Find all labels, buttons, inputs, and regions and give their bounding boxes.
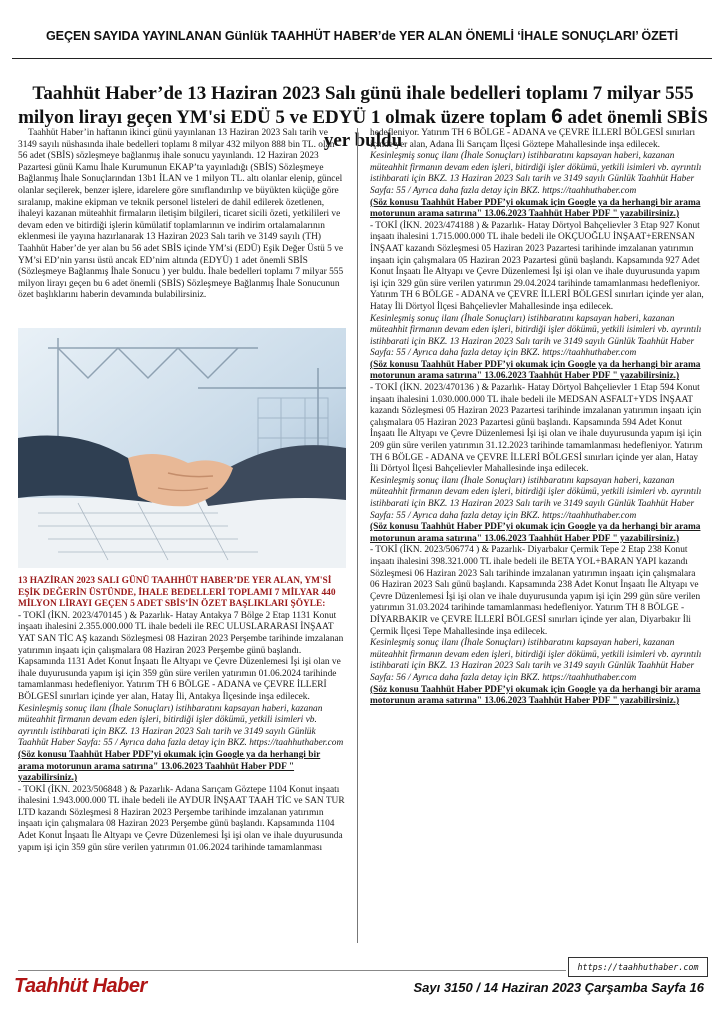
item-4-note: Kesinleşmiş sonuç ilanı (İhale Sonuçları) istihbaratını kapsayan haberi, kazanan müteahhit firmanın devam eden işleri, bitirdiği işler dökümü, yetkili isimleri vb. ayrıntılı istihbarati için BKZ. 13 Haziran 2023 Salı tarih ve 3149 sayılı Günlük Taahhüt Haber Sayfa: 55 / Ayrıca daha fazla detay için BKZ. https://taahhuthaber.com [370, 475, 702, 521]
footer-url-box[interactable]: https://taahhuthaber.com [568, 957, 708, 977]
item-3-cta: (Söz konusu Taahhüt Haber PDF’yi okumak için Google ya da herhangi bir arama motorunun arama satırına" 13.06.2023 Taahhüt Haber PDF " yazabilirsiniz.) [370, 359, 701, 382]
item-1-cta: (Söz konusu Taahhüt Haber PDF’yi okumak için Google ya da herhangi bir arama motorunun arama satırına" 13.06.2023 Taahhüt Haber PDF " yazabilirsiniz.) [18, 749, 321, 784]
item-2-text-b: hedefleniyor. Yatırım TH 6 BÖLGE - ADANA ve ÇEVRE İLLERİ BÖLGESİ sınırları içinde yer alan, Adana İli Sarıçam İlçesi Göztepe Mahallesinde inşa edilecek. [370, 128, 696, 150]
headline-part2: adet önemli SBİS yer buldu [323, 107, 708, 151]
item-5-cta: (Söz konusu Taahhüt Haber PDF’yi okumak için Google ya da herhangi bir arama motorunun arama satırına" 13.06.2023 Taahhüt Haber PDF " yazabilirsiniz.) [370, 684, 701, 707]
footer-rule [18, 970, 566, 971]
item-3-note: Kesinleşmiş sonuç ilanı (İhale Sonuçları) istihbaratını kapsayan haberi, kazanan müteahhit firmanın devam eden işleri, bitirdiği işler dökümü, yetkili isimleri vb. ayrıntılı istihbarati için BKZ. 13 Haziran 2023 Salı tarih ve 3149 sayılı Günlük Taahhüt Haber Sayfa: 55 / Ayrıca daha fazla detay için BKZ. https://taahhuthaber.com [370, 313, 702, 359]
left-column [18, 128, 346, 302]
item-2-note: Kesinleşmiş sonuç ilanı (İhale Sonuçları) istihbaratını kapsayan haberi, kazanan müteahhit firmanın devam eden işleri, bitirdiği işler dökümü, yetkili isimleri vb. ayrıntılı istihbarati için BKZ. 13 Haziran 2023 Salı tarih ve 3149 sayılı Günlük Taahhüt Haber Sayfa: 55 / Ayrıca daha fazla detay için BKZ. https://taahhuthaber.com [370, 151, 702, 196]
intro-paragraph: Taahhüt Haber’in haftanın ikinci günü yayınlanan 13 Haziran 2023 Salı tarih ve 3149 sayılı nüshasında ihale bedelleri toplamı 8 milyar 432 milyon 888 bin TL. olan 56 adet (SBİS) sözleşmeye bağlanmış ihale sonucu yayınlandı. 12 Haziran 2023 Pazartesi günü Kamu İhale Kurumunun EKAP’ta yayınladığı (SBİS) Sözleşmeye Bağlanmış İhale Sonuçlarından 13b1 İLAN ve 1 milyon TL. altı olanlar elenip, güncel olanlar seçilerek, benzer işlere, idarelere göre sınıflandırılıp ve büyükten küçüğe göre sıralanıp, makine ekipman ve teknik personel listeleri de dahil edilerek özetlenen, ihaleyi kazanan müteahhit firmaların iletişim bilgileri, ticaret sicili özeti, yetkilileri ve devam eden ve bitirdiği işlerin kümülatif toplamlarının ve indirim ortalamalarının eklenmesi ile yayına hazırlanarak 13 Haziran 2023 Salı tarih ve 3149 sayılı (TH) Taahhüt Haber’de yer alan bu 56 adet SBİS içinde YM’si (EDÜ) Eşik Değer Üstü 5 ve YM’si ED’nin yarısı üstü ancak ED’nim altında (EDYÜ) 1 adet önemli SBİS (Sözleşmeye Bağlanmış İhale Sonucu ) yer buldu. İhale bedelleri toplamı 7 milyar 555 milyon lirayı geçen bu 6 adet önemli (SBİS) Sözleşmeye Bağlanmış İhale Sonucunun özet başlıklarını haberin devamında bulabilirsiniz. [18, 128, 344, 301]
page-header [12, 14, 712, 59]
item-2-cta: (Söz konusu Taahhüt Haber PDF’yi okumak için Google ya da herhangi bir arama motorunun arama satırına" 13.06.2023 Taahhüt Haber PDF " yazabilirsiniz.) [370, 197, 701, 220]
footer-brand-logo: Taahhüt Haber [14, 975, 147, 997]
item-2-text-continued [370, 128, 706, 151]
summary-heading: 13 HAZİRAN 2023 SALI GÜNÜ TAAHHÜT HABER’DE YER ALAN, YM'Sİ EŞİK DEĞERİN ÜSTÜNDE, İHALE BEDELLERİ TOPLAMI 7 MİLYAR 440 MİLYON LİRAYI GEÇEN 5 ADET SBİS’İN ÖZET BAŞLIKLARI ŞÖYLE: [18, 576, 336, 610]
item-4-cta: (Söz konusu Taahhüt Haber PDF’yi okumak için Google ya da herhangi bir arama motorunun arama satırına" 13.06.2023 Taahhüt Haber PDF " yazabilirsiniz.) [370, 522, 701, 544]
item-3-text: - TOKİ (İKN. 2023/474188 ) & Pazarlık- Hatay Dörtyol Bahçelievler 3 Etap 927 Konut inşaatı ihalesini 1.715.000.000 TL ihale bedeli ile OKÇUOĞLU İNŞAAT+ERENSAN İNŞAAT kazandı Sözleşmesi 05 Haziran 2023 Pazartesi tarihinde imzalanan yatırımın inşaatı için çalışmalara 05 Haziran 2023 Pazartesi günü başlandı. Kapsamında 927 Adet Konut İnşaatı İle Altyapı ve Çevre Düzenlemesi İşi işi olan ve ihale duyurusunda yapım işi için 329 gün süre verilen yatırımın 29.04.2024 tarihinde tamamlanması hedefleniyor. Yatırım TH 6 BÖLGE - ADANA ve ÇEVRE İLLERİ BÖLGESİ sınırları içinde yer alan, Hatay İli Dörtyol İlçesi Bahçelievler Mahallesinde inşa edilecek. [370, 220, 704, 312]
right-column [370, 128, 706, 708]
footer-issue-info: Sayı 3150 / 14 Haziran 2023 Çarşamba Sayfa 16 [413, 980, 704, 995]
item-1-note: Kesinleşmiş sonuç ilanı (İhale Sonuçları) istihbaratını kapsayan haberi, kazanan müteahhit firmanın devam eden işleri, bitirdiği işler dökümü, yetkili isimleri vb. ayrıntılı istihbarati için BKZ. 13 Haziran 2023 Salı tarih ve 3149 sayılı Günlük Taahhüt Haber Sayfa: 55 / Ayrıca daha fazla detay için BKZ. https://taahhuthaber.com [18, 703, 344, 749]
item-4-text: - TOKİ (İKN. 2023/470136 ) & Pazarlık- Hatay Dörtyol Bahçelievler 1 Etap 594 Konut inşaatı ihalesini 1.030.000.000 TL ihale bedeli ile MEDSAN ASFALT+YDS İNŞAAT kazandı Sözleşmesi 05 Haziran 2023 Pazartesi tarihinde imzalanan yatırımın inşaatı için çalışmalara 05 Haziran 2023 Pazartesi günü başlandı. Kapsamında 594 Adet Konut İnşaatı İle Altyapı ve Çevre Düzenlemesi İşi işi olan ve ihale duyurusunda yapım işi için 209 gün süre verilen yatırımın 31.12.2023 tarihinde tamamlanması hedefleniyor. Yatırım TH 6 BÖLGE - ADANA ve ÇEVRE İLLERİ BÖLGESİ sınırları içinde yer alan, Hatay İli Dörtyol İlçesi Bahçelievler Mahallesinde inşa edilecek. [370, 383, 703, 475]
headline-part1: Taahhüt Haber’de 13 Haziran 2023 Salı günü ihale bedelleri toplamı 7 milyar 555 milyon lirayı geçen YM'si EDÜ 5 ve EDYÜ 1 olmak üzere toplam [18, 83, 694, 128]
left-column-summary [18, 576, 346, 854]
item-1-text: - TOKİ (İKN. 2023/470145 ) & Pazarlık- Hatay Antakya 7 Bölge 2 Etap 1131 Konut inşaatı ihalesini 2.355.000.000 TL ihale bedeli ile REC ULUSLARARASI İNŞAAT YAT SAN TİC AŞ kazandı Sözleşmesi 08 Haziran 2023 Perşembe tarihinde imzalanan yatırımın inşaatı için çalışmalara 08 Haziran 2023 Perşembe günü başlandı. Kapsamında 1131 Adet Konut İnşaatı İle Altyapı ve Çevre Düzenlemesi İşi işi olan ve ihale duyurusunda yapım işi için 359 gün süre verilen yatırımın 01.06.2024 tarihinde tamamlanması hedefleniyor. Yatırım TH 6 BÖLGE - ADANA ve ÇEVRE İLLERİ BÖLGESİ sınırları içinde yer alan, Hatay İli, Antakya İlçesinde inşa edilecek. [18, 610, 344, 702]
handshake-construction-photo [18, 328, 346, 568]
item-5-text: - TOKİ (İKN. 2023/506774 ) & Pazarlık- Diyarbakır Çermik Tepe 2 Etap 238 Konut inşaatı ihalesini 398.321.000 TL ihale bedeli ile BETA YOL+BARAN YAPI kazandı Sözleşmesi 06 Haziran 2023 Salı tarihinde imzalanan yatırımın inşaatı için çalışmalara 06 Haziran 2023 Salı günü başlandı. Kapsamında 238 Adet Konut İnşaatı İle Altyapı ve Çevre Düzenlemesi İşi işi olan ve ihale duyurusunda yapım işi için 299 gün süre verilen yatırımın 31.03.2024 tarihinde tamamlanması hedefleniyor. Yatırım TH 8 BÖLGE - DİYARBAKIR ve ÇEVRE İLLERİ BÖLGESİ sınırları içinde yer alan, Diyarbakır İli Çermik İlçesi Tepe Mahallesinde inşa edilecek. [370, 545, 701, 637]
column-divider [357, 128, 358, 943]
item-2-text-a: - TOKİ (İKN. 2023/506848 ) & Pazarlık- Adana Sarıçam Göztepe 1104 Konut inşaatı ihalesini 1.943.000.000 TL ihale bedeli ile AYDUR İNŞAAT TAAH TİC ve SAN TUR LTD kazandı Sözleşmesi 8 Haziran 2023 Perşembe tarihinde imzalanan yatırımın inşaatı için çalışmalara 08 Haziran 2023 Perşembe günü başlandı. Kapsamında 1104 Adet Konut İnşaatı İle Altyapı ve Çevre Düzenlemesi İşi işi olan ve ihale duyurusunda yapım işi için 359 gün süre verilen yatırımın 01.06.2024 tarihinde tamamlanması [18, 784, 345, 853]
item-2-text-start [18, 785, 346, 855]
headline-count: 6 [551, 105, 563, 128]
header-title: GEÇEN SAYIDA YAYINLANAN Günlük TAAHHÜT HABER’de YER ALAN ÖNEMLİ ‘İHALE SONUÇLARI’ ÖZETİ [45, 29, 678, 43]
item-5-note: Kesinleşmiş sonuç ilanı (İhale Sonuçları) istihbaratını kapsayan haberi, kazanan müteahhit firmanın devam eden işleri, bitirdiği işler dökümü, yetkili isimleri vb. ayrıntılı istihbarati için BKZ. 13 Haziran 2023 Salı tarih ve 3149 sayılı Günlük Taahhüt Haber Sayfa: 56 / Ayrıca daha fazla detay için BKZ. https://taahhuthaber.com [370, 638, 702, 683]
